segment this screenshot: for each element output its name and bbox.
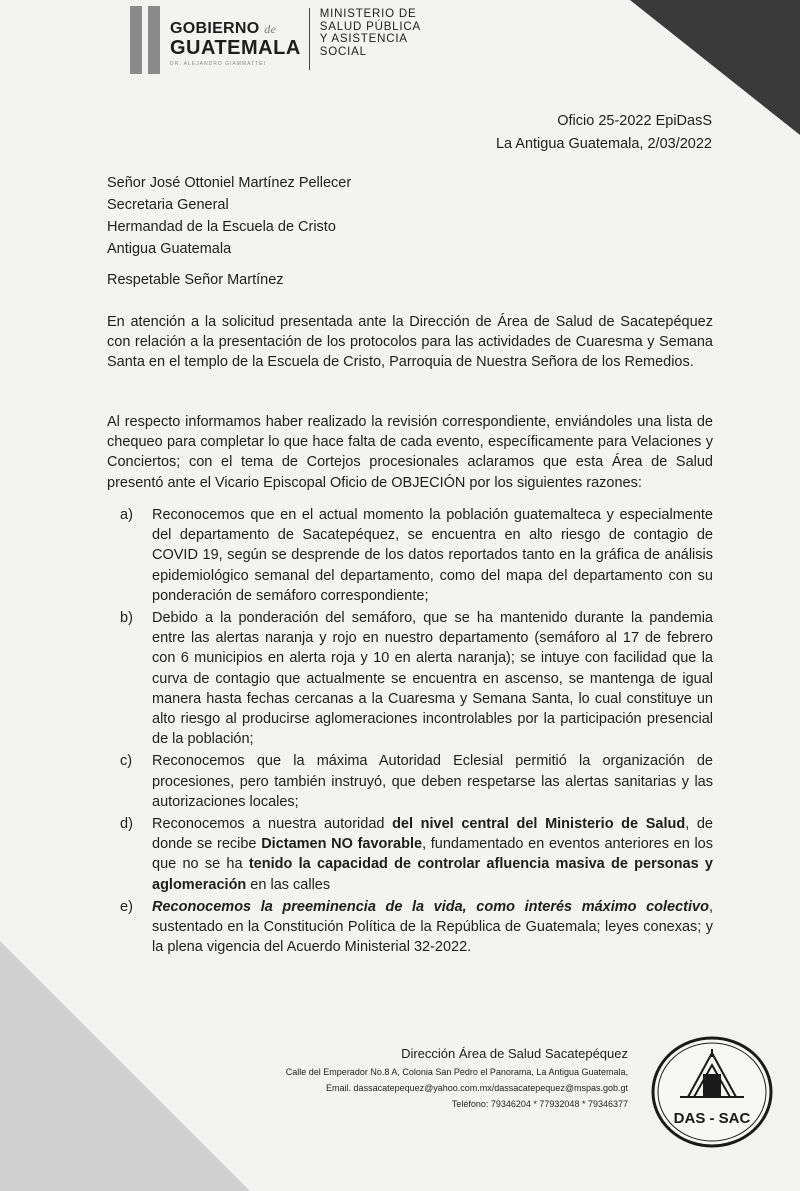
body-paragraph-2: Al respecto informamos haber realizado la revisión correspondiente, enviándoles una lista de chequeo para completar lo que hace falta de cada evento, específicamente para Velaciones y Conciertos; con el tema de Cortejos procesionales aclaramos que esta Área de Salud presentó ante el Vicario Episcopal Oficio de OBJECIÓN por los siguientes razones: xyxy=(107,414,713,491)
salutation: Respetable Señor Martínez xyxy=(107,272,284,288)
header-divider xyxy=(309,8,310,70)
list-item-text: Reconocemos que la máxima Autoridad Eclesial permitió la organización de procesiones, pero también instruyó, que deben respetarse las alertas sanitarias y las autorizaciones locales; xyxy=(152,753,713,810)
government-logo-text xyxy=(170,6,301,67)
list-item xyxy=(120,505,713,606)
oficio-number: Oficio 25-2022 EpiDasS xyxy=(557,113,712,129)
government-logo-bars xyxy=(130,6,160,74)
list-item-text: Reconocemos que en el actual momento la población guatemalteca y especialmente del departamento de Sacatepéquez, se encuentra en alto riesgo de contagio de COVID 19, según se desprende de los datos reportados tanto en la gráfica de análisis epidemiológico semanal del departamento, como del mapa del departamento con su ponderación de semáforo correspondiente; xyxy=(152,507,713,604)
list-item-emphasis: Reconocemos la preeminencia de la vida, como interés máximo colectivo xyxy=(152,898,709,915)
ministry-name xyxy=(320,6,421,58)
ministry-line: Y ASISTENCIA xyxy=(319,33,408,45)
addressee-name: Señor José Ottoniel Martínez Pellecer xyxy=(107,175,352,191)
addressee-city: Antigua Guatemala xyxy=(107,241,232,257)
list-item xyxy=(120,897,713,958)
list-item xyxy=(120,608,713,749)
body-paragraph-1: En atención a la solicitud presentada ante la Dirección de Área de Salud de Sacatepéquez con relación a la presentación de los protocolos para las actividades de Cuaresma y Semana Santa en el templo de la Escuela de Cristo, Parroquia de Nuestra Señora de los Remedios. xyxy=(107,314,713,371)
list-marker: c) xyxy=(120,753,133,770)
letterhead xyxy=(130,6,421,76)
list-marker: d) xyxy=(120,816,133,833)
ministry-line: SOCIAL xyxy=(319,45,367,58)
addressee-position: Secretaria General xyxy=(107,197,229,213)
footer-phone: Teléfono: 79346204 * 77932048 * 79346377 xyxy=(451,1099,628,1109)
list-item-bold: tenido la capacidad de controlar afluencia masiva de personas y aglomeración xyxy=(152,856,713,893)
seal-label: DAS - SAC xyxy=(673,1110,751,1127)
list-marker: e) xyxy=(120,898,133,915)
list-marker: a) xyxy=(120,507,133,523)
list-item-bold: del nivel central del Ministerio de Salud xyxy=(392,816,686,833)
footer-address: Calle del Emperador No.8 A, Colonia San Pedro el Panorama, La Antigua Guatemala, xyxy=(285,1067,628,1077)
footer-email: Email. dassacatepequez@yahoo.com.mx/dassacatepequez@mspas.gob.gt xyxy=(326,1083,628,1093)
logo-de: de xyxy=(264,22,277,36)
ministry-line: MINISTERIO DE xyxy=(319,8,417,20)
list-item-text: , fundamentado en eventos anteriores en los que no se ha xyxy=(152,836,713,873)
addressee-organization: Hermandad de la Escuela de Cristo xyxy=(107,219,336,235)
ministry-line: SALUD PÚBLICA xyxy=(319,20,421,33)
list-item-text: Debido a la ponderación del semáforo, que se ha mantenido durante la pandemia entre las alertas naranja y rojo en nuestro departamento (semáforo al 17 de febrero con 6 municipios en alerta roja y 10 en alerta naranja); se intuye con facilidad que la curva de contagio que actualmente se encuentra en ascenso, se mantenga de igual manera hasta fechas cercanas a la Cuaresma y Semana Santa, lo cual constituye un alto riesgo al producirse aglomeraciones incontrolables por la participación presencial de la población; xyxy=(152,610,713,748)
document-reference xyxy=(496,110,712,156)
list-item-text: , de donde se recibe xyxy=(152,816,713,853)
logo-president: DR. ALEJANDRO GIAMMATTEI xyxy=(170,61,266,67)
list-item-text: , sustentado en la Constitución Política de la República de Guatemala; leyes conexas; y la plena vigencia del Acuerdo Ministerial 32-2022. xyxy=(152,898,713,956)
list-item-text: Reconocemos a nuestra autoridad xyxy=(152,816,393,833)
footer-org: Dirección Área de Salud Sacatepéquez xyxy=(401,1046,628,1061)
footer-contact xyxy=(286,1044,628,1112)
das-sac-seal xyxy=(650,1035,774,1150)
logo-guatemala: GUATEMALA xyxy=(170,37,301,59)
list-item-bold: Dictamen NO favorable xyxy=(261,836,423,853)
addressee-block xyxy=(107,172,351,260)
reasons-list xyxy=(120,505,713,959)
list-item xyxy=(120,751,713,812)
corner-decoration-bottom-left xyxy=(0,941,250,1191)
logo-gobierno: GOBIERNO xyxy=(170,20,260,37)
place-date: La Antigua Guatemala, 2/03/2022 xyxy=(495,136,712,152)
list-marker: b) xyxy=(120,610,133,627)
list-item-text: en las calles xyxy=(246,876,331,893)
list-item xyxy=(120,814,713,895)
